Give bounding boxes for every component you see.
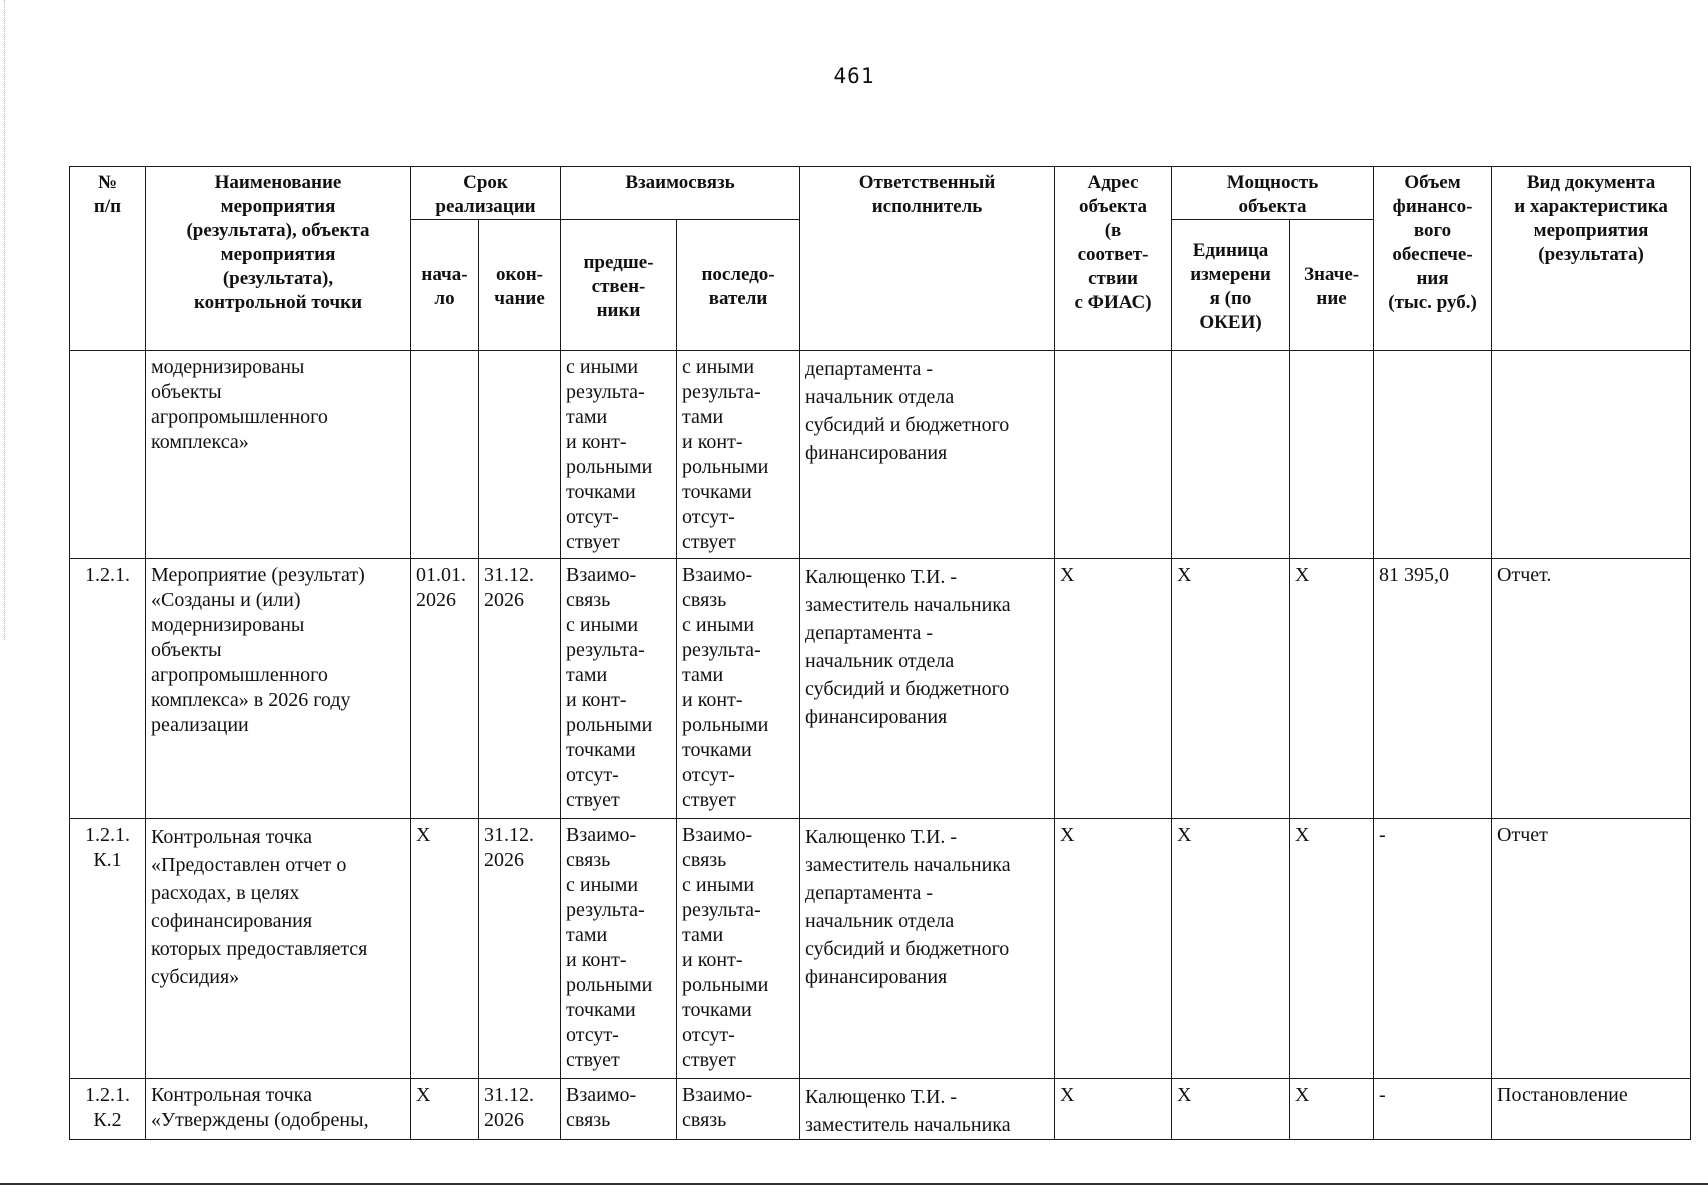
text-line: 1.2.1.	[85, 824, 130, 846]
text-line: результа-	[682, 899, 761, 921]
text-line: с иными	[566, 874, 639, 896]
text-line: 2026	[484, 849, 524, 871]
text-line: Калющенко Т.И. -	[805, 566, 958, 588]
text-line: ствует	[682, 1049, 736, 1071]
cell-next	[677, 1079, 800, 1140]
cell-value	[1290, 559, 1374, 819]
text-line: (результата), объекта	[186, 220, 370, 241]
text-line: отсут-	[682, 506, 735, 528]
text-line: X	[1295, 564, 1310, 586]
text-line: (результата),	[222, 268, 334, 289]
text-line: субсидий и бюджетного	[805, 414, 1010, 436]
text-line: Ответственный	[858, 172, 996, 193]
text-line: результа-	[682, 639, 761, 661]
text-line: с иными	[682, 874, 755, 896]
text-line: 31.12.	[484, 824, 534, 846]
table-body	[70, 351, 1691, 1140]
header-link	[561, 167, 800, 220]
text-line: (результата)	[1538, 244, 1644, 265]
text-line: софинансирования	[151, 910, 313, 932]
text-line: Отчет	[1497, 824, 1548, 846]
text-line: ло	[434, 288, 455, 309]
text-line: агропромышленного	[151, 406, 328, 428]
cell-unit	[1172, 559, 1290, 819]
header-term	[411, 167, 561, 220]
text-line: ствует	[566, 1049, 620, 1071]
text-line: и конт-	[566, 949, 627, 971]
text-line: заместитель начальника	[805, 594, 1011, 616]
text-line: тами	[566, 924, 608, 946]
cell-num	[70, 559, 146, 819]
text-line: Контрольная точка	[151, 826, 312, 848]
text-line: и конт-	[682, 431, 743, 453]
text-line: ствует	[566, 531, 620, 553]
header-link-next	[677, 220, 800, 351]
text-line: Взаимо-	[566, 1084, 637, 1106]
header-term-end	[479, 220, 561, 351]
text-line: департамента -	[805, 882, 934, 904]
text-line: ствен-	[591, 276, 646, 297]
text-line: субсидий и бюджетного	[805, 938, 1010, 960]
text-line: финансирования	[805, 706, 948, 728]
text-line: рольными	[682, 456, 769, 478]
text-line: измерени	[1190, 264, 1271, 285]
cell-finance	[1374, 1079, 1492, 1140]
text-line: X	[1295, 1084, 1310, 1106]
text-line: отсут-	[682, 1024, 735, 1046]
cell-next	[677, 351, 800, 559]
text-line: комплекса» в 2026 году	[151, 689, 351, 711]
text-line: рольными	[566, 714, 653, 736]
text-line: тами	[566, 406, 608, 428]
header-capacity	[1172, 167, 1374, 220]
cell-start	[411, 559, 479, 819]
text-line: мероприятия	[1533, 220, 1649, 241]
header-link-prev	[561, 220, 677, 351]
text-line: 1.2.1.	[85, 1084, 130, 1106]
text-line: мероприятия	[220, 244, 336, 265]
text-line: последо-	[701, 264, 775, 285]
cell-num	[70, 351, 146, 559]
text-line: модернизированы	[151, 356, 305, 378]
cell-value	[1290, 1079, 1374, 1140]
text-line: п/п	[93, 196, 122, 217]
text-line: контрольной точки	[193, 292, 363, 313]
text-line: комплекса»	[151, 431, 249, 453]
text-line: точками	[682, 739, 752, 761]
table-row	[70, 559, 1691, 819]
table-header	[70, 167, 1691, 351]
cell-end	[479, 559, 561, 819]
text-line: 31.12.	[484, 1084, 534, 1106]
text-line: точками	[566, 739, 636, 761]
text-line: Контрольная точка	[151, 1084, 312, 1106]
text-line: нача-	[421, 264, 468, 285]
cell-finance	[1374, 559, 1492, 819]
cell-prev	[561, 819, 677, 1079]
text-line: Взаимо-	[566, 564, 637, 586]
plan-table	[69, 166, 1691, 1140]
scan-edge-mark	[4, 0, 6, 640]
cell-responsible	[800, 1079, 1055, 1140]
text-line: отсут-	[682, 764, 735, 786]
text-line: 2026	[416, 589, 456, 611]
header-address	[1055, 167, 1172, 351]
text-line: X	[1060, 824, 1075, 846]
text-line: отсут-	[566, 1024, 619, 1046]
text-line: с иными	[566, 614, 639, 636]
cell-doc	[1492, 1079, 1691, 1140]
text-line: X	[416, 1084, 431, 1106]
cell-end	[479, 1079, 561, 1140]
text-line: «Предоставлен отчет о	[151, 854, 347, 876]
header-finance	[1374, 167, 1492, 351]
text-line: Значе-	[1303, 264, 1360, 285]
text-line: -	[1379, 1084, 1386, 1106]
table-row	[70, 819, 1691, 1079]
text-line: 31.12.	[484, 564, 534, 586]
text-line: модернизированы	[151, 614, 305, 636]
bottom-rule	[0, 1183, 1708, 1185]
text-line: Мероприятие (результат)	[151, 564, 365, 586]
text-line: 81 395,0	[1379, 564, 1450, 586]
text-line: которых предоставляется	[151, 938, 368, 960]
text-line: реализации	[151, 714, 249, 736]
text-line: рольными	[566, 974, 653, 996]
text-line: 1.2.1.	[85, 564, 130, 586]
text-line: ствует	[566, 789, 620, 811]
text-line: с ФИАС)	[1074, 292, 1152, 313]
cell-unit	[1172, 351, 1290, 559]
cell-start	[411, 351, 479, 559]
text-line: вого	[1413, 220, 1452, 241]
text-line: связь	[682, 849, 727, 871]
text-line: связь	[682, 589, 727, 611]
text-line: ния	[1416, 268, 1449, 289]
text-line: X	[1177, 564, 1192, 586]
text-line: чание	[494, 288, 545, 309]
text-line: начальник отдела	[805, 910, 955, 932]
text-line: рольными	[682, 974, 769, 996]
text-line: Взаимо-	[682, 824, 753, 846]
cell-next	[677, 819, 800, 1079]
cell-name	[146, 351, 411, 559]
text-line: департамента -	[805, 358, 934, 380]
text-line: ватели	[708, 288, 768, 309]
cell-address	[1055, 351, 1172, 559]
text-line: с иными	[682, 614, 755, 636]
text-line: Единица	[1192, 240, 1269, 261]
text-line: начальник отдела	[805, 386, 955, 408]
text-line: рольными	[682, 714, 769, 736]
table-row	[70, 351, 1691, 559]
cell-unit	[1172, 1079, 1290, 1140]
text-line: связь	[566, 1109, 611, 1131]
cell-name	[146, 559, 411, 819]
text-line: и конт-	[682, 689, 743, 711]
text-line: департамента -	[805, 622, 934, 644]
text-line: объекты	[151, 639, 222, 661]
text-line: Объем	[1404, 172, 1461, 193]
text-line: финансирования	[805, 442, 948, 464]
cell-responsible	[800, 559, 1055, 819]
text-line: результа-	[682, 381, 761, 403]
cell-name	[146, 1079, 411, 1140]
cell-value	[1290, 819, 1374, 1079]
text-line: рольными	[566, 456, 653, 478]
text-line: Взаимо-	[566, 824, 637, 846]
text-line: «Созданы и (или)	[151, 589, 301, 611]
header-unit	[1172, 220, 1290, 351]
cell-doc	[1492, 819, 1691, 1079]
text-line: заместитель начальника	[805, 854, 1011, 876]
text-line: Мощность	[1226, 172, 1319, 193]
header-responsible	[800, 167, 1055, 351]
cell-prev	[561, 1079, 677, 1140]
text-line: X	[1060, 564, 1075, 586]
cell-num	[70, 819, 146, 1079]
text-line: Отчет.	[1497, 564, 1552, 586]
text-line: и конт-	[682, 949, 743, 971]
text-line: и конт-	[566, 689, 627, 711]
text-line: К.1	[93, 849, 122, 871]
text-line: «Утверждены (одобрены,	[151, 1109, 369, 1131]
cell-doc	[1492, 559, 1691, 819]
text-line: Срок	[463, 172, 508, 193]
text-line: и характеристика	[1514, 196, 1668, 217]
cell-prev	[561, 559, 677, 819]
text-line: ствует	[682, 531, 736, 553]
cell-start	[411, 1079, 479, 1140]
text-line: связь	[566, 849, 611, 871]
header-name	[146, 167, 411, 351]
text-line: ствии	[1088, 268, 1138, 289]
text-line: исполнитель	[871, 196, 983, 217]
text-line: результа-	[566, 381, 645, 403]
cell-prev	[561, 351, 677, 559]
cell-address	[1055, 1079, 1172, 1140]
cell-responsible	[800, 351, 1055, 559]
text-line: отсут-	[566, 506, 619, 528]
text-line: 01.01.	[416, 564, 466, 586]
text-line: 2026	[484, 589, 524, 611]
text-line: связь	[682, 1109, 727, 1131]
header-value	[1290, 220, 1374, 351]
text-line: тами	[566, 664, 608, 686]
text-line: отсут-	[566, 764, 619, 786]
cell-responsible	[800, 819, 1055, 1079]
text-line: X	[1177, 824, 1192, 846]
text-line: Вид документа	[1526, 172, 1656, 193]
text-line: Взаимо-	[682, 1084, 753, 1106]
cell-finance	[1374, 351, 1492, 559]
text-line: точками	[566, 999, 636, 1021]
text-line: Адрес	[1087, 172, 1139, 193]
cell-address	[1055, 559, 1172, 819]
text-line: мероприятия	[220, 196, 336, 217]
text-line: субсидий и бюджетного	[805, 678, 1010, 700]
text-line: и конт-	[566, 431, 627, 453]
text-line: объекты	[151, 381, 222, 403]
text-line: с иными	[566, 356, 639, 378]
table-row	[70, 1079, 1691, 1140]
text-line: агропромышленного	[151, 664, 328, 686]
text-line: точками	[566, 481, 636, 503]
text-line: Взаимо-	[682, 564, 753, 586]
text-line: Калющенко Т.И. -	[805, 1086, 958, 1108]
text-line: реализации	[435, 196, 536, 217]
header-term-start	[411, 220, 479, 351]
text-line: точками	[682, 481, 752, 503]
text-line: X	[1060, 1084, 1075, 1106]
text-line: (в	[1104, 220, 1122, 241]
cell-end	[479, 819, 561, 1079]
text-line: объекта	[1238, 196, 1307, 217]
text-line: я (по	[1209, 288, 1252, 309]
text-line: результа-	[566, 899, 645, 921]
text-line: с иными	[682, 356, 755, 378]
text-line: тами	[682, 664, 724, 686]
header-doc	[1492, 167, 1691, 351]
text-line: Взаимосвязь	[625, 172, 735, 193]
text-line: Наименование	[214, 172, 342, 193]
text-line: обеспече-	[1392, 244, 1473, 265]
text-line: ние	[1316, 288, 1347, 309]
text-line: объекта	[1079, 196, 1148, 217]
text-line: начальник отдела	[805, 650, 955, 672]
text-line: тами	[682, 406, 724, 428]
text-line: субсидия»	[151, 966, 240, 988]
text-line: X	[416, 824, 431, 846]
text-line: результа-	[566, 639, 645, 661]
cell-finance	[1374, 819, 1492, 1079]
text-line: точками	[682, 999, 752, 1021]
cell-address	[1055, 819, 1172, 1079]
text-line: Калющенко Т.И. -	[805, 826, 958, 848]
cell-doc	[1492, 351, 1691, 559]
text-line: X	[1295, 824, 1310, 846]
text-line: Постановление	[1497, 1084, 1628, 1106]
cell-unit	[1172, 819, 1290, 1079]
cell-value	[1290, 351, 1374, 559]
cell-start	[411, 819, 479, 1079]
cell-next	[677, 559, 800, 819]
text-line: ОКЕИ)	[1199, 312, 1262, 333]
header-num	[70, 167, 146, 351]
text-line: финансирования	[805, 966, 948, 988]
text-line: К.2	[93, 1109, 122, 1131]
text-line: -	[1379, 824, 1386, 846]
text-line: связь	[566, 589, 611, 611]
text-line: тами	[682, 924, 724, 946]
text-line: ствует	[682, 789, 736, 811]
text-line: заместитель начальника	[805, 1114, 1011, 1136]
cell-num	[70, 1079, 146, 1140]
text-line: окон-	[496, 264, 543, 285]
text-line: соответ-	[1077, 244, 1149, 265]
text-line: ники	[596, 300, 641, 321]
text-line: финансо-	[1392, 196, 1473, 217]
text-line: (тыс. руб.)	[1388, 292, 1477, 313]
text-line: №	[97, 172, 118, 193]
text-line: предше-	[583, 252, 654, 273]
page-number: 461	[833, 64, 875, 88]
cell-end	[479, 351, 561, 559]
text-line: расходах, в целях	[151, 882, 300, 904]
text-line: X	[1177, 1084, 1192, 1106]
text-line: 2026	[484, 1109, 524, 1131]
cell-name	[146, 819, 411, 1079]
